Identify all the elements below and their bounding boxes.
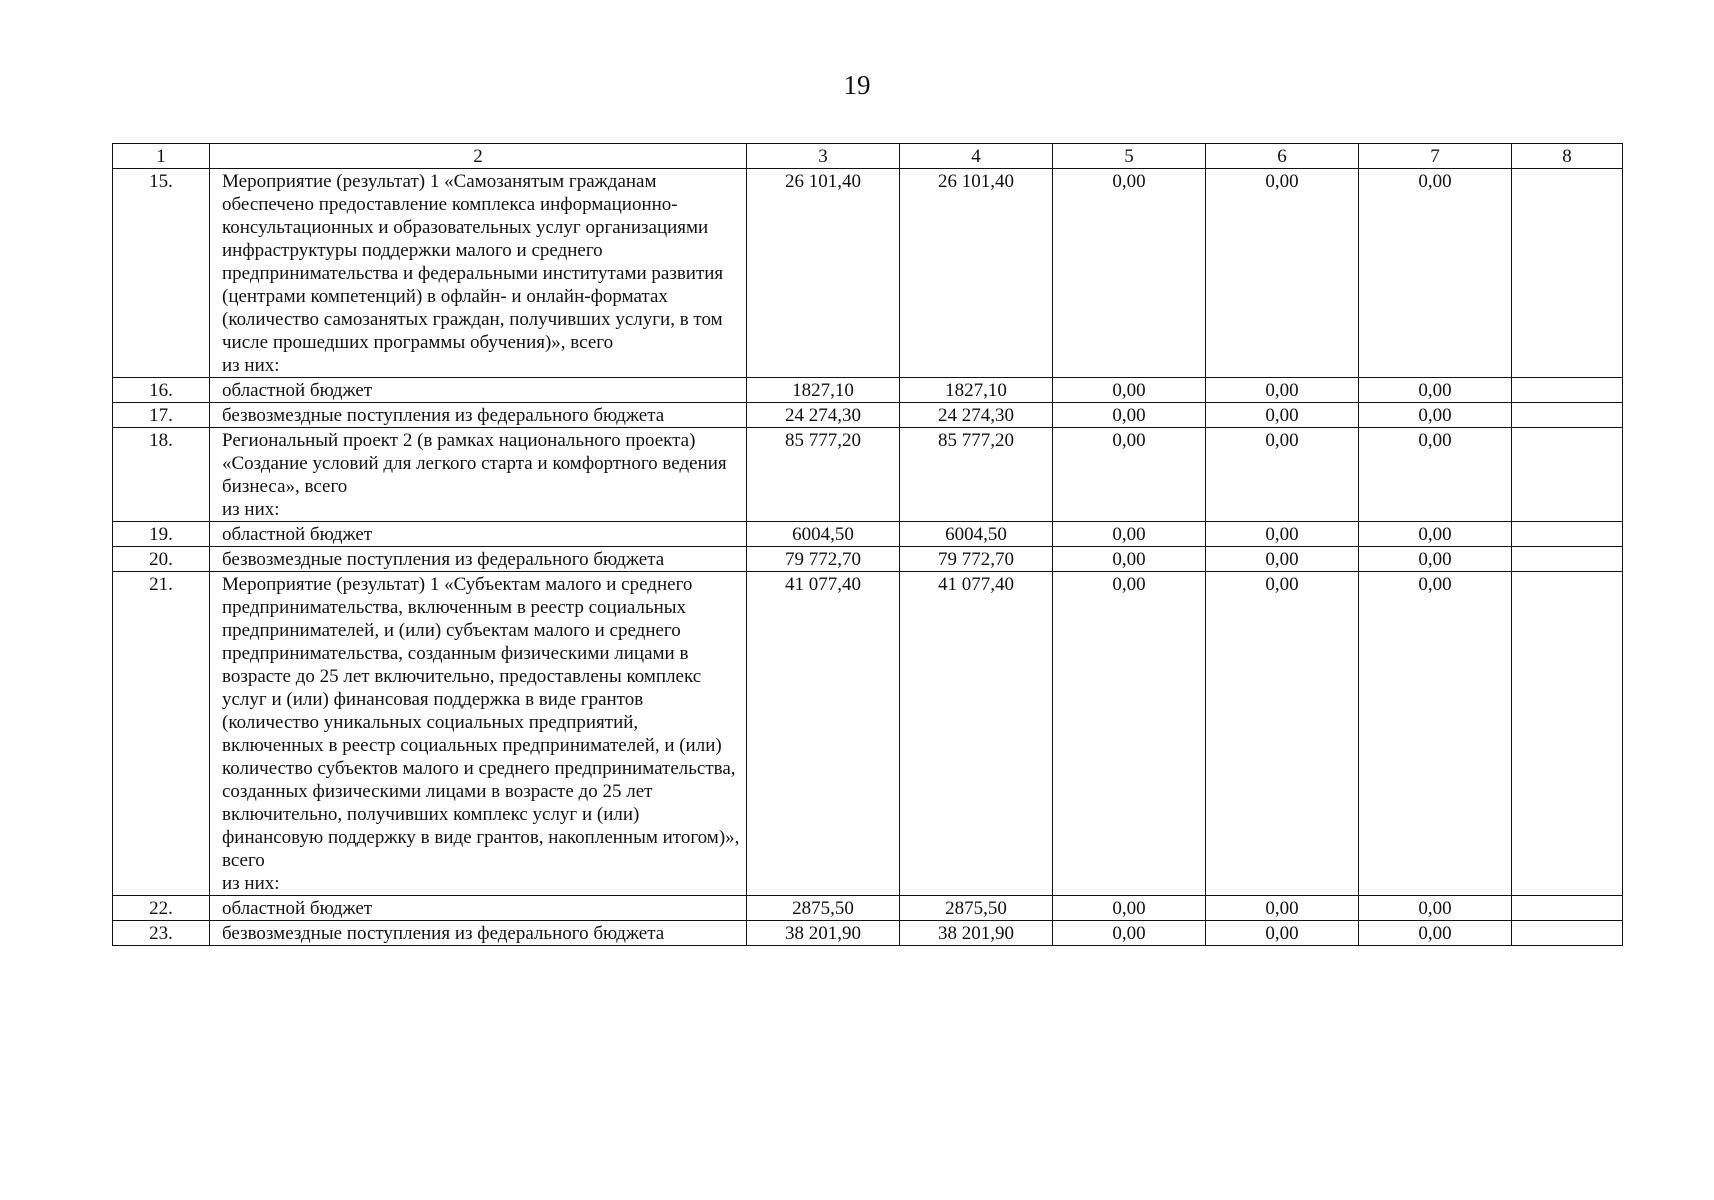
- table-row: [113, 896, 1623, 921]
- value-cell-col-7: 0,00: [1359, 378, 1512, 403]
- row-name-cell: [210, 572, 747, 896]
- value-cell-col-6: 0,00: [1206, 896, 1359, 921]
- row-number: 21.: [113, 572, 210, 896]
- value-cell-col-7: 0,00: [1359, 522, 1512, 547]
- table-row: [113, 572, 1623, 896]
- table-row: [113, 428, 1623, 522]
- column-header-1: 1: [113, 144, 210, 169]
- row-name-cell: [210, 378, 747, 403]
- row-number: 23.: [113, 921, 210, 946]
- value-cell-col-8: [1512, 921, 1623, 946]
- table-row: [113, 547, 1623, 572]
- value-cell-col-8: [1512, 896, 1623, 921]
- value-cell-col-7: 0,00: [1359, 403, 1512, 428]
- value-cell-col-7: 0,00: [1359, 572, 1512, 896]
- value-cell-col-5: 0,00: [1053, 921, 1206, 946]
- row-number: 18.: [113, 428, 210, 522]
- value-cell-col-6: 0,00: [1206, 428, 1359, 522]
- value-cell-col-8: [1512, 378, 1623, 403]
- value-cell-col-8: [1512, 522, 1623, 547]
- value-cell-col-5: 0,00: [1053, 896, 1206, 921]
- value-cell-col-4: 79 772,70: [900, 547, 1053, 572]
- row-subtitle: из них:: [222, 355, 280, 376]
- page-number: 19: [843, 70, 871, 100]
- value-cell-col-6: 0,00: [1206, 921, 1359, 946]
- value-cell-col-3: 85 777,20: [747, 428, 900, 522]
- value-cell-col-4: 38 201,90: [900, 921, 1053, 946]
- budget-table: [112, 143, 1623, 946]
- value-cell-col-4: 85 777,20: [900, 428, 1053, 522]
- value-cell-col-4: 41 077,40: [900, 572, 1053, 896]
- table-row: [113, 403, 1623, 428]
- row-name: Мероприятие (результат) 1 «Самозанятым гражданам обеспечено предоставление комплекса информационно-консультационных и образовательных услуг организациями инфраструктуры поддержки малого и среднего предпринимательства и федеральными институтами развития (центрами компетенций) в офлайн- и онлайн-форматах (количество самозанятых граждан, получивших услуги, в том числе прошедших программы обучения)», всего: [222, 171, 724, 353]
- value-cell-col-3: 38 201,90: [747, 921, 900, 946]
- row-number: 22.: [113, 896, 210, 921]
- value-cell-col-4: 6004,50: [900, 522, 1053, 547]
- row-number: 19.: [113, 522, 210, 547]
- column-header-2: 2: [210, 144, 747, 169]
- column-header-4: 4: [900, 144, 1053, 169]
- row-number: 16.: [113, 378, 210, 403]
- row-subtitle: из них:: [222, 873, 280, 894]
- value-cell-col-4: 26 101,40: [900, 169, 1053, 378]
- value-cell-col-5: 0,00: [1053, 547, 1206, 572]
- value-cell-col-8: [1512, 169, 1623, 378]
- table-row: [113, 378, 1623, 403]
- row-name: безвозмездные поступления из федерального бюджета: [222, 923, 665, 944]
- row-name-cell: [210, 522, 747, 547]
- column-header-6: 6: [1206, 144, 1359, 169]
- value-cell-col-8: [1512, 547, 1623, 572]
- table-row: [113, 522, 1623, 547]
- value-cell-col-3: 41 077,40: [747, 572, 900, 896]
- row-name-cell: [210, 547, 747, 572]
- value-cell-col-4: 24 274,30: [900, 403, 1053, 428]
- table-body: [113, 169, 1623, 946]
- column-header-5: 5: [1053, 144, 1206, 169]
- value-cell-col-4: 2875,50: [900, 896, 1053, 921]
- row-name: областной бюджет: [222, 898, 373, 919]
- value-cell-col-6: 0,00: [1206, 572, 1359, 896]
- column-header-7: 7: [1359, 144, 1512, 169]
- value-cell-col-3: 6004,50: [747, 522, 900, 547]
- row-name-cell: [210, 428, 747, 522]
- row-name: областной бюджет: [222, 524, 373, 545]
- value-cell-col-3: 2875,50: [747, 896, 900, 921]
- table-row: [113, 921, 1623, 946]
- value-cell-col-8: [1512, 572, 1623, 896]
- table-row: [113, 169, 1623, 378]
- value-cell-col-7: 0,00: [1359, 921, 1512, 946]
- row-number: 15.: [113, 169, 210, 378]
- row-subtitle: из них:: [222, 499, 280, 520]
- row-name: Мероприятие (результат) 1 «Субъектам малого и среднего предпринимательства, включенным в реестр социальных предпринимателей, и (или) субъектам малого и среднего предпринимательства, созданным физическими лицами в возрасте до 25 лет включительно, предоставлены комплекс услуг и (или) финансовая поддержка в виде грантов (количество уникальных социальных предприятий, включенных в реестр социальных предпринимателей, и (или) количество субъектов малого и среднего предпринимательства, созданных физическими лицами в возрасте до 25 лет включительно, получивших комплекс услуг и (или) финансовую поддержку в виде грантов, накопленным итогом)», всего: [222, 574, 740, 871]
- value-cell-col-3: 26 101,40: [747, 169, 900, 378]
- column-header-8: 8: [1512, 144, 1623, 169]
- value-cell-col-3: 79 772,70: [747, 547, 900, 572]
- value-cell-col-6: 0,00: [1206, 522, 1359, 547]
- value-cell-col-5: 0,00: [1053, 572, 1206, 896]
- value-cell-col-6: 0,00: [1206, 403, 1359, 428]
- value-cell-col-8: [1512, 428, 1623, 522]
- row-name: Региональный проект 2 (в рамках национального проекта) «Создание условий для легкого старта и комфортного ведения бизнеса», всего: [222, 430, 727, 497]
- row-name: областной бюджет: [222, 380, 373, 401]
- value-cell-col-5: 0,00: [1053, 378, 1206, 403]
- column-header-3: 3: [747, 144, 900, 169]
- value-cell-col-8: [1512, 403, 1623, 428]
- row-number: 20.: [113, 547, 210, 572]
- value-cell-col-5: 0,00: [1053, 169, 1206, 378]
- row-name-cell: [210, 896, 747, 921]
- value-cell-col-3: 24 274,30: [747, 403, 900, 428]
- value-cell-col-5: 0,00: [1053, 428, 1206, 522]
- value-cell-col-7: 0,00: [1359, 169, 1512, 378]
- budget-table-container: [112, 143, 1622, 946]
- value-cell-col-5: 0,00: [1053, 522, 1206, 547]
- value-cell-col-6: 0,00: [1206, 169, 1359, 378]
- row-name-cell: [210, 921, 747, 946]
- value-cell-col-7: 0,00: [1359, 428, 1512, 522]
- value-cell-col-6: 0,00: [1206, 547, 1359, 572]
- row-number: 17.: [113, 403, 210, 428]
- value-cell-col-5: 0,00: [1053, 403, 1206, 428]
- value-cell-col-7: 0,00: [1359, 896, 1512, 921]
- header-row: [113, 144, 1623, 169]
- value-cell-col-4: 1827,10: [900, 378, 1053, 403]
- row-name: безвозмездные поступления из федерального бюджета: [222, 405, 665, 426]
- row-name: безвозмездные поступления из федерального бюджета: [222, 549, 665, 570]
- value-cell-col-3: 1827,10: [747, 378, 900, 403]
- row-name-cell: [210, 403, 747, 428]
- row-name-cell: [210, 169, 747, 378]
- value-cell-col-7: 0,00: [1359, 547, 1512, 572]
- value-cell-col-6: 0,00: [1206, 378, 1359, 403]
